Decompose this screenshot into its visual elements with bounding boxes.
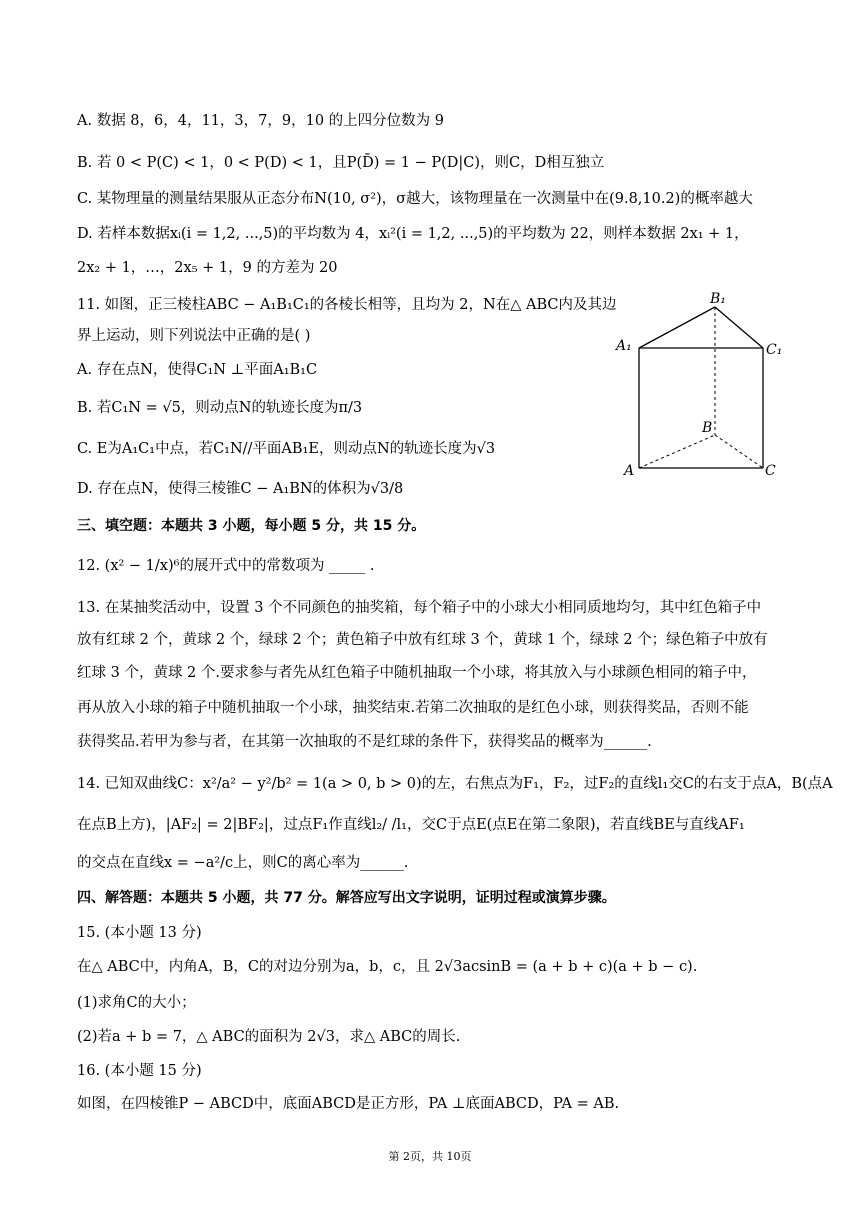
vertex-label-b1: B₁ (710, 291, 726, 307)
question-16-header: 16. (本小题 15 分) (77, 1063, 202, 1079)
question-16-text: 如图，在四棱锥P − ABCD中，底面ABCD是正方形，PA ⊥底面ABCD，PA = AB. (77, 1096, 620, 1112)
question-14-line1: 14. 已知双曲线C：x²/a² − y²/b² = 1(a > 0, b > 0)的左，右焦点为F₁，F₂，过F₂的直线l₁交C的右支于点A，B(点A (77, 776, 833, 792)
question-15-text: 在△ ABC中，内角A，B，C的对边分别为a，b，c，且 2√3acsinB = (a + b + c)(a + b − c). (77, 959, 698, 975)
page-footer: 第 2页，共 10页 (388, 1150, 472, 1163)
option-10a: A. 数据 8，6，4，11，3，7，9，10 的上四分位数为 9 (77, 113, 444, 129)
question-14-line3: 的交点在直线x = −a²/c上，则C的离心率为______. (77, 855, 409, 871)
edge-a1-b1 (639, 307, 715, 348)
prism-diagram (612, 290, 792, 490)
edge-b-c-hidden (715, 435, 763, 468)
vertex-label-a1: A₁ (616, 338, 632, 354)
question-15-part2: (2)若a + b = 7，△ ABC的面积为 2√3，求△ ABC的周长. (77, 1029, 461, 1045)
vertex-label-c: C (765, 463, 776, 479)
option-10b: B. 若 0 < P(C) < 1，0 < P(D) < 1，且P(D̄) = 1 − P(D|C)，则C，D相互独立 (77, 155, 605, 171)
question-13-line1: 13. 在某抽奖活动中，设置 3 个不同颜色的抽奖箱，每个箱子中的小球大小相同质地均匀，其中红色箱子中 (77, 600, 762, 616)
question-13-line5: 获得奖品.若甲为参与者，在其第一次抽取的不是红球的条件下，获得奖品的概率为______. (77, 734, 652, 750)
option-10d-line2: 2x₂ + 1，…，2x₅ + 1，9 的方差为 20 (77, 260, 338, 276)
edge-b1-c1 (715, 307, 763, 348)
section-heading-fill-in: 三、填空题：本题共 3 小题，每小题 5 分，共 15 分。 (77, 518, 426, 534)
option-11b: B. 若C₁N = √5，则动点N的轨迹长度为π/3 (77, 400, 363, 416)
question-14-line2: 在点B上方)，|AF₂| = 2|BF₂|，过点F₁作直线l₂/ /l₁，交C于点E(点E在第二象限)，若直线BE与直线AF₁ (77, 817, 745, 833)
option-10c: C. 某物理量的测量结果服从正态分布N(10, σ²)，σ越大，该物理量在一次测量中在(9.8,10.2)的概率越大 (77, 191, 753, 207)
question-13-line4: 再从放入小球的箱子中随机抽取一个小球，抽奖结束.若第二次抽取的是红色小球，则获得奖品，否则不能 (77, 700, 749, 716)
edge-a-b-hidden (639, 435, 715, 468)
vertex-label-c1: C₁ (766, 342, 783, 358)
option-10d-line1: D. 若样本数据xᵢ(i = 1,2, ...,5)的平均数为 4，xᵢ²(i = 1,2, ...,5)的平均数为 22，则样本数据 2x₁ + 1， (77, 226, 749, 242)
question-12: 12. (x² − 1/x)⁶的展开式中的常数项为 _____ . (77, 558, 375, 574)
question-11-line1: 11. 如图，正三棱柱ABC − A₁B₁C₁的各棱长相等，且均为 2，N在△ ABC内及其边 (77, 297, 617, 313)
vertex-label-b: B (702, 420, 713, 436)
section-heading-answers: 四、解答题：本题共 5 小题，共 77 分。解答应写出文字说明，证明过程或演算步骤。 (77, 890, 616, 906)
question-15-header: 15. (本小题 13 分) (77, 925, 202, 941)
option-11a: A. 存在点N，使得C₁N ⊥平面A₁B₁C (77, 362, 318, 378)
question-11-line2: 界上运动，则下列说法中正确的是( ) (77, 328, 311, 344)
question-15-part1: (1)求角C的大小； (77, 995, 196, 1011)
question-13-line3: 红球 3 个，黄球 2 个.要求参与者先从红色箱子中随机抽取一个小球，将其放入与小球颜色相同的箱子中， (77, 665, 757, 681)
option-11c: C. E为A₁C₁中点，若C₁N//平面AB₁E，则动点N的轨迹长度为√3 (77, 441, 496, 457)
option-11d: D. 存在点N，使得三棱锥C − A₁BN的体积为√3/8 (77, 481, 404, 497)
prism-figure (612, 290, 792, 490)
vertex-label-a: A (624, 463, 635, 479)
question-13-line2: 放有红球 2 个，黄球 2 个，绿球 2 个；黄色箱子中放有红球 3 个，黄球 1 个，绿球 2 个；绿色箱子中放有 (77, 632, 768, 648)
